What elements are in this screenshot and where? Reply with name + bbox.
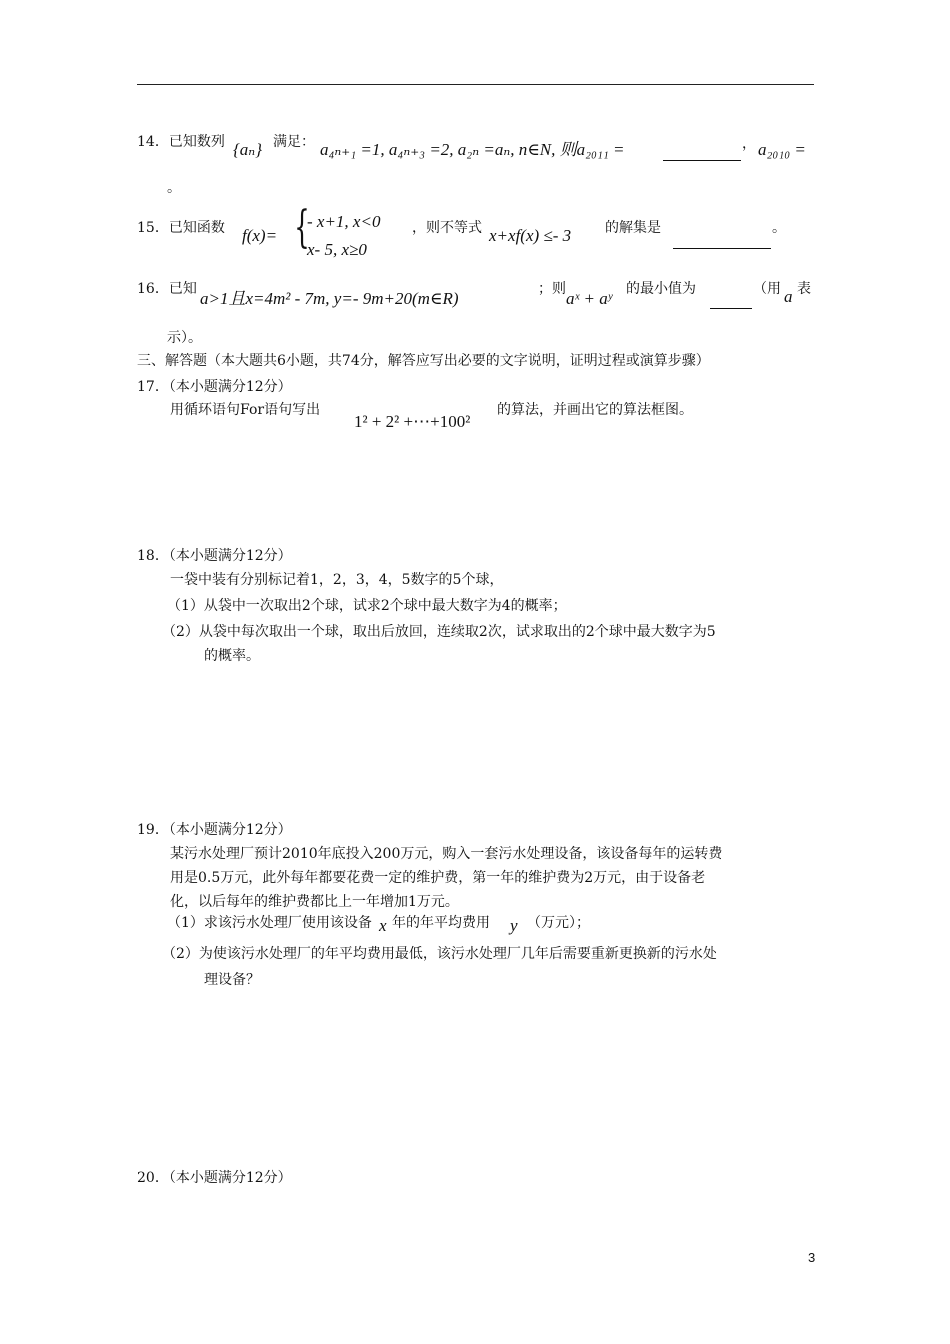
q16-line2: 示）。 [167, 330, 202, 346]
q19-part2: （2）为使该污水处理厂的年平均费用最低，该污水处理厂几年后需要重新更换新的污水处 [162, 946, 717, 962]
q19-part1-a: （1）求该污水处理厂使用该设备 [167, 915, 372, 931]
q15-case2: x- 5, x≥0 [307, 240, 367, 259]
q16-condition: a>1且x=4m² - 7m, y=- 9m+20(m∈R) [200, 289, 459, 308]
header-rule [137, 84, 814, 85]
q19-title: 19．（本小题满分12分） [137, 822, 292, 838]
q15-tail: 的解集是 [605, 220, 661, 236]
q15-mid: ，则不等式 [412, 220, 482, 236]
q15-case1: - x+1, x<0 [307, 212, 381, 231]
q18-part1: （1）从袋中一次取出2个球，试求2个球中最大数字为4的概率； [167, 598, 567, 614]
page-number: 3 [808, 1250, 816, 1265]
q16-tail: 的最小值为 [626, 281, 696, 297]
q15-label: 15．已知函数 [137, 220, 225, 236]
q19-stem-1: 某污水处理厂预计2010年底投入200万元，购入一套污水处理设备，该设备每年的运转费 [170, 846, 723, 862]
q14-condition: a₄ₙ₊₁ =1, a₄ₙ₊₃ =2, a₂ₙ =aₙ, n∈N, 则a₂₀₁₁ = [320, 140, 625, 159]
q17-lead: 用循环语句For语句写出 [170, 402, 321, 418]
q20-title: 20．（本小题满分12分） [137, 1170, 292, 1186]
q14-comma: ， [742, 136, 756, 152]
q17-title: 17．（本小题满分12分） [137, 379, 292, 395]
q16-expression: aˣ + aʸ [566, 289, 613, 308]
q19-stem-3: 化，以后每年的维护费都比上一年增加1万元。 [170, 894, 459, 910]
q17-expression: 1² + 2² +⋯+100² [354, 412, 471, 431]
q14-answer-blank-1 [663, 146, 741, 161]
q18-part2-cont: 的概率。 [204, 648, 260, 664]
q19-part1-b: 年的年平均费用 [392, 915, 490, 931]
q14-second: a₂₀₁₀ = [758, 140, 806, 159]
q19-part1-c: （万元）； [527, 915, 590, 931]
q16-label: 16．已知 [137, 281, 197, 297]
q16-mid: ；则 [538, 281, 566, 297]
q15-answer-blank [673, 234, 771, 249]
q19-var-y: y [510, 916, 518, 935]
q14-label: 14．已知数列 [137, 134, 225, 150]
q18-stem: 一袋中装有分别标记着1，2，3，4，5数字的5个球， [170, 572, 504, 588]
q15-brace: { [294, 202, 310, 253]
q15-fx: f(x)= [242, 226, 278, 245]
q16-answer-blank [710, 294, 752, 309]
q15-end: 。 [772, 220, 786, 236]
q14-sequence: {aₙ} [233, 140, 262, 159]
q15-inequality: x+xf(x) ≤- 3 [489, 226, 572, 245]
q14-end: 。 [167, 180, 181, 196]
q16-tail2: 表 [797, 281, 811, 297]
q17-tail: 的算法，并画出它的算法框图。 [497, 402, 693, 418]
q19-part2-cont: 理设备？ [204, 972, 260, 988]
q16-var-a: a [784, 287, 793, 306]
section-heading: 三、解答题（本大题共6小题，共74分，解答应写出必要的文字说明，证明过程或演算步骤） [137, 353, 710, 369]
q19-stem-2: 用是0.5万元，此外每年都要花费一定的维护费，第一年的维护费为2万元，由于设备老 [170, 870, 706, 886]
q16-paren: （用 [753, 281, 781, 297]
q18-part2: （2）从袋中每次取出一个球，取出后放回，连续取2次，试求取出的2个球中最大数字为5 [162, 624, 716, 640]
q19-var-x: x [379, 916, 387, 935]
q18-title: 18．（本小题满分12分） [137, 548, 292, 564]
q14-cond-word: 满足： [273, 134, 315, 150]
